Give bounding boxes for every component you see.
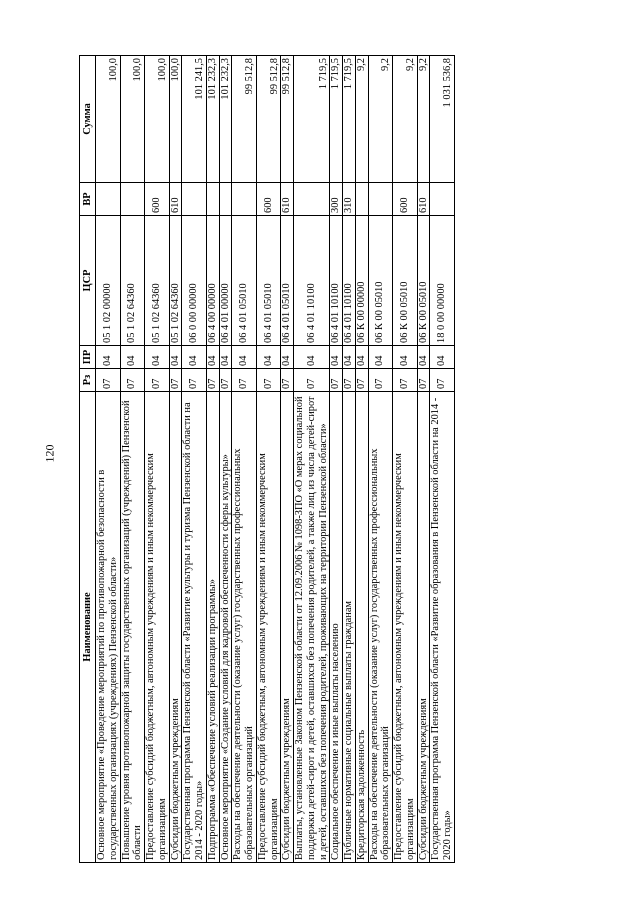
cell-sum: 100,0: [96, 56, 121, 183]
cell-pr: 04: [343, 346, 356, 369]
cell-pr: 04: [182, 346, 207, 369]
table-row: [256, 56, 281, 863]
cell-vr: [294, 183, 330, 216]
page-number: 120: [42, 444, 57, 463]
cell-name: Публичные нормативные социальные выплаты гражданам: [343, 392, 356, 863]
cell-rz: 07: [343, 369, 356, 392]
cell-name: Основное мероприятие «Проведение мероприятий по противопожарной безопасности в государственных организациях (учреждениях) Пензенской области»: [96, 392, 121, 863]
cell-name: Повышение уровня противопожарной защиты государственных организаций (учреждений) Пензенской области: [120, 392, 145, 863]
cell-vr: [219, 183, 232, 216]
table-row: [330, 56, 343, 863]
cell-csr: 06 4 01 00000: [219, 216, 232, 346]
cell-rz: 07: [417, 369, 430, 392]
cell-vr: [182, 183, 207, 216]
table-row: [219, 56, 232, 863]
cell-csr: 05 1 02 64360: [145, 216, 170, 346]
cell-pr: 04: [368, 346, 393, 369]
table-row: [232, 56, 257, 863]
cell-vr: 610: [281, 183, 294, 216]
cell-rz: 07: [355, 369, 368, 392]
cell-pr: 04: [281, 346, 294, 369]
cell-name: Предоставление субсидий бюджетным, автономным учреждениям и иным некоммерческим организациям: [145, 392, 170, 863]
header-name: Наименование: [80, 392, 96, 863]
cell-sum: 1 719,5: [330, 56, 343, 183]
cell-sum: 9,2: [368, 56, 393, 183]
cell-vr: [430, 183, 455, 216]
cell-csr: 06 К 00 05010: [368, 216, 393, 346]
cell-pr: 04: [145, 346, 170, 369]
cell-sum: 99 512,8: [281, 56, 294, 183]
cell-name: Кредиторская задолженность: [355, 392, 368, 863]
cell-sum: 1 719,5: [294, 56, 330, 183]
budget-table-rotated: [79, 56, 570, 863]
budget-table: [79, 55, 455, 863]
cell-pr: 04: [355, 346, 368, 369]
cell-vr: 600: [145, 183, 170, 216]
cell-csr: 06 К 00 00000: [355, 216, 368, 346]
table-row: [281, 56, 294, 863]
cell-name: Подпрограмма «Обеспечение условий реализации программы»: [206, 392, 219, 863]
cell-rz: 07: [219, 369, 232, 392]
table-row: [120, 56, 145, 863]
cell-csr: 06 К 00 05010: [417, 216, 430, 346]
cell-rz: 07: [281, 369, 294, 392]
cell-vr: [96, 183, 121, 216]
cell-name: Расходы на обеспечение деятельности (оказание услуг) государственных профессиональных образовательных организаций: [232, 392, 257, 863]
cell-rz: 07: [182, 369, 207, 392]
cell-rz: 07: [393, 369, 418, 392]
cell-rz: 07: [368, 369, 393, 392]
cell-pr: 04: [206, 346, 219, 369]
header-rz: Рз: [80, 369, 96, 392]
table-row: [182, 56, 207, 863]
table-row: [96, 56, 121, 863]
cell-vr: [206, 183, 219, 216]
cell-vr: 310: [343, 183, 356, 216]
cell-sum: 100,0: [145, 56, 170, 183]
cell-pr: 04: [393, 346, 418, 369]
cell-pr: 04: [294, 346, 330, 369]
cell-name: Субсидии бюджетным учреждениям: [281, 392, 294, 863]
cell-rz: 07: [206, 369, 219, 392]
cell-sum: 101 232,3: [206, 56, 219, 183]
cell-csr: 05 1 02 00000: [96, 216, 121, 346]
cell-rz: 07: [256, 369, 281, 392]
table-row: [294, 56, 330, 863]
cell-sum: 1 719,5: [343, 56, 356, 183]
table-row: [430, 56, 455, 863]
cell-rz: 07: [96, 369, 121, 392]
cell-rz: 07: [145, 369, 170, 392]
cell-csr: 06 4 01 05010: [281, 216, 294, 346]
table-row: [145, 56, 170, 863]
cell-vr: 610: [169, 183, 182, 216]
cell-rz: 07: [294, 369, 330, 392]
cell-rz: 07: [120, 369, 145, 392]
cell-vr: 600: [256, 183, 281, 216]
header-pr: ПР: [80, 346, 96, 369]
cell-csr: 06 4 01 10100: [343, 216, 356, 346]
cell-sum: 9,2: [417, 56, 430, 183]
cell-vr: 600: [393, 183, 418, 216]
cell-pr: 04: [256, 346, 281, 369]
header-sum: Сумма: [80, 56, 96, 183]
cell-pr: 04: [120, 346, 145, 369]
table-row: [393, 56, 418, 863]
cell-csr: 18 0 00 00000: [430, 216, 455, 346]
cell-name: Субсидии бюджетным учреждениям: [417, 392, 430, 863]
header-vr: ВР: [80, 183, 96, 216]
cell-vr: [355, 183, 368, 216]
cell-name: Предоставление субсидий бюджетным, автономным учреждениям и иным некоммерческим организациям: [256, 392, 281, 863]
cell-rz: 07: [169, 369, 182, 392]
table-header-row: [80, 56, 96, 863]
cell-csr: 06 0 00 00000: [182, 216, 207, 346]
cell-sum: 100,0: [120, 56, 145, 183]
table-row: [417, 56, 430, 863]
cell-csr: 06 4 01 10100: [330, 216, 343, 346]
cell-name: Основное мероприятие «Создание условий для кадровой обеспеченности сферы культуры»: [219, 392, 232, 863]
cell-rz: 07: [330, 369, 343, 392]
table-row: [355, 56, 368, 863]
table-row: [206, 56, 219, 863]
cell-rz: 07: [232, 369, 257, 392]
cell-csr: 06 4 01 10100: [294, 216, 330, 346]
table-row: [169, 56, 182, 863]
cell-sum: 101 232,3: [219, 56, 232, 183]
cell-pr: 04: [330, 346, 343, 369]
cell-vr: 610: [417, 183, 430, 216]
cell-pr: 04: [430, 346, 455, 369]
cell-name: Субсидии бюджетным учреждениям: [169, 392, 182, 863]
cell-sum: 9,2: [355, 56, 368, 183]
cell-pr: 04: [96, 346, 121, 369]
cell-sum: 9,2: [393, 56, 418, 183]
cell-name: Предоставление субсидий бюджетным, автономным учреждениям и иным некоммерческим организациям: [393, 392, 418, 863]
cell-csr: 06 4 00 00000: [206, 216, 219, 346]
cell-vr: [232, 183, 257, 216]
cell-name: Государственная программа Пензенской области «Развитие культуры и туризма Пензенской области на 2014 - 2020 годы»: [182, 392, 207, 863]
cell-vr: [120, 183, 145, 216]
cell-rz: 07: [430, 369, 455, 392]
cell-sum: 101 241,5: [182, 56, 207, 183]
cell-sum: 99 512,8: [232, 56, 257, 183]
cell-pr: 04: [417, 346, 430, 369]
cell-csr: 06 К 00 05010: [393, 216, 418, 346]
cell-csr: 06 4 01 05010: [232, 216, 257, 346]
cell-name: Выплаты, установленные Законом Пензенской области от 12.09.2006 № 1098-ЗПО «О мерах социальной поддержки детей-сирот и детей, оставшихся без попечения родителей, а также лиц из числа детей-сирот и детей, оставшихся без попечения родителей, проживающих на территории Пензенской области»: [294, 392, 330, 863]
cell-csr: 06 4 01 05010: [256, 216, 281, 346]
cell-name: Государственная программа Пензенской области «Развитие образования в Пензенской области на 2014 - 2020 годы»: [430, 392, 455, 863]
cell-csr: 05 1 02 64360: [169, 216, 182, 346]
cell-sum: 1 031 536,8: [430, 56, 455, 183]
cell-sum: 100,0: [169, 56, 182, 183]
cell-vr: [368, 183, 393, 216]
table-row: [368, 56, 393, 863]
cell-csr: 05 1 02 64360: [120, 216, 145, 346]
cell-sum: 99 512,8: [256, 56, 281, 183]
cell-pr: 04: [169, 346, 182, 369]
cell-name: Социальное обеспечение и иные выплаты населению: [330, 392, 343, 863]
cell-name: Расходы на обеспечение деятельности (оказание услуг) государственных профессиональных образовательных организаций: [368, 392, 393, 863]
cell-pr: 04: [219, 346, 232, 369]
header-csr: ЦСР: [80, 216, 96, 346]
cell-vr: 300: [330, 183, 343, 216]
table-row: [343, 56, 356, 863]
cell-pr: 04: [232, 346, 257, 369]
